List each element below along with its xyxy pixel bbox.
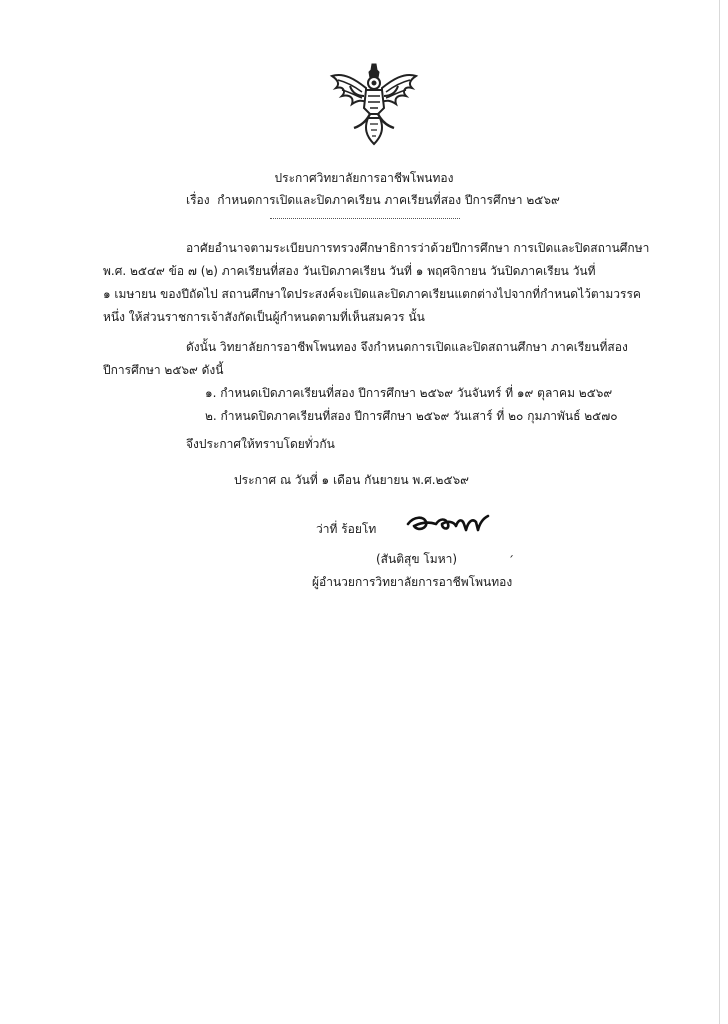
signer-position: ผู้อำนวยการวิทยาลัยการอาชีพโพนทอง xyxy=(312,575,513,589)
schedule-item-open: ๑. กำหนดเปิดภาคเรียนที่สอง ปีการศึกษา ๒๕๖๙ วันจันทร์ ที่ ๑๙ ตุลาคม ๒๕๖๙ xyxy=(205,386,613,400)
handwritten-signature xyxy=(406,512,492,536)
subject-line xyxy=(186,192,560,208)
body-line: พ.ศ. ๒๕๔๙ ข้อ ๗ (๒) ภาคเรียนที่สอง วันเปิดภาคเรียน วันที่ ๑ พฤศจิกายน วันปิดภาคเรียน วันที่ xyxy=(103,264,596,278)
page-edge xyxy=(719,0,720,1024)
body-line: ดังนั้น วิทยาลัยการอาชีพโพนทอง จึงกำหนดการเปิดและปิดสถานศึกษา ภาคเรียนที่สอง xyxy=(186,340,628,354)
subject-label: เรื่อง xyxy=(186,193,210,207)
announce-line: จึงประกาศให้ทราบโดยทั่วกัน xyxy=(186,437,335,451)
signer-name: (สันติสุข โมหา) xyxy=(376,552,458,566)
announcement-date: ประกาศ ณ วันที่ ๑ เดือน กันยายน พ.ศ.๒๕๖๙ xyxy=(234,473,469,487)
body-line: อาศัยอำนาจตามระเบียบการทรวงศึกษาธิการว่าด้วยปีการศึกษา การเปิดและปิดสถานศึกษา xyxy=(186,241,650,255)
title-separator xyxy=(270,218,460,219)
signer-rank: ว่าที่ ร้อยโท xyxy=(316,522,377,536)
body-line: ปีการศึกษา ๒๕๖๙ ดังนี้ xyxy=(103,363,224,377)
signature-tick-mark: ´ xyxy=(508,554,514,568)
schedule-item-close: ๒. กำหนดปิดภาคเรียนที่สอง ปีการศึกษา ๒๕๖๙ วันเสาร์ ที่ ๒๐ กุมภาพันธ์ ๒๕๗๐ xyxy=(205,409,618,423)
garuda-emblem-icon xyxy=(326,62,422,148)
body-line: หนึ่ง ให้ส่วนราชการเจ้าสังกัดเป็นผู้กำหนดตามที่เห็นสมควร นั้น xyxy=(103,310,425,324)
body-line: ๑ เมษายน ของปีถัดไป สถานศึกษาใดประสงค์จะเปิดและปิดภาคเรียนแตกต่างไปจากที่กำหนดไว้ตามวรรค xyxy=(103,287,641,301)
announcement-title: ประกาศวิทยาลัยการอาชีพโพนทอง xyxy=(274,171,454,185)
subject-text: กำหนดการเปิดและปิดภาคเรียน ภาคเรียนที่สอง ปีการศึกษา ๒๕๖๙ xyxy=(217,193,560,207)
